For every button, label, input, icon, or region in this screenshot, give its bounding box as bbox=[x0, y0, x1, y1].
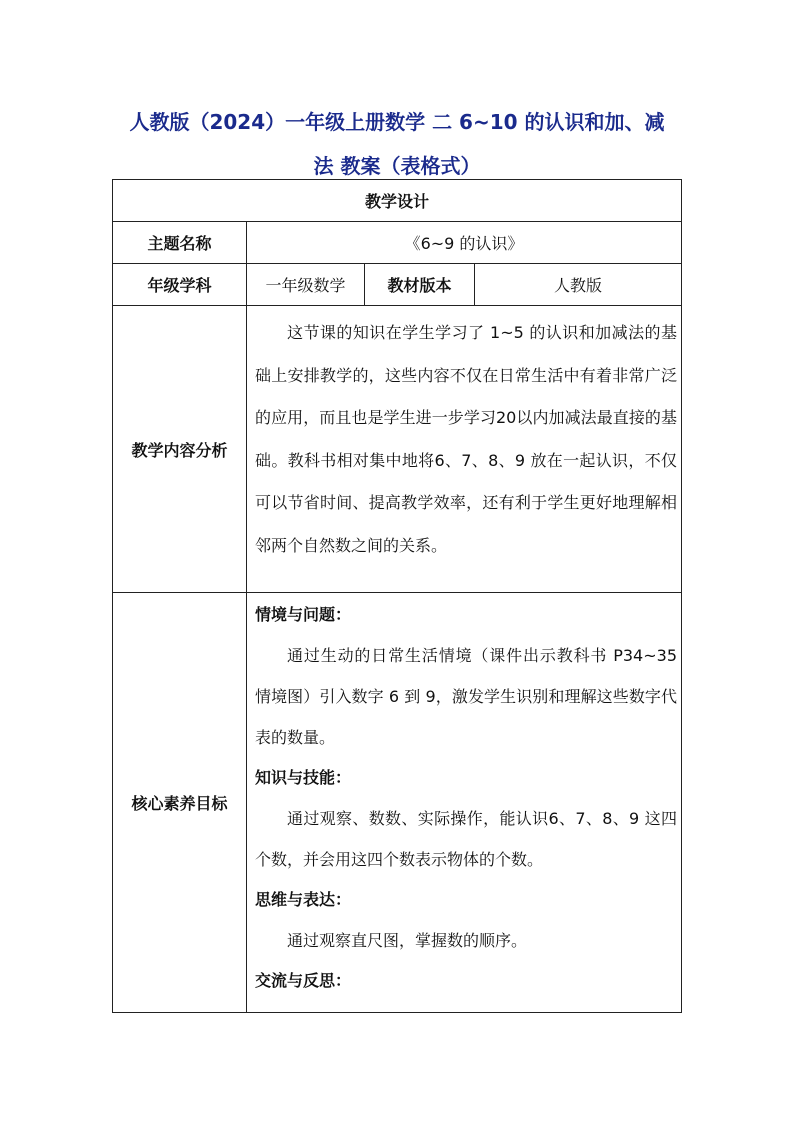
core-text-knowledge: 通过观察、数数、实际操作，能认识6、7、8、9 这四个数，并会用这四个数表示物体的个数。 bbox=[255, 809, 678, 869]
analysis-label: 教学内容分析 bbox=[113, 306, 247, 593]
table-row bbox=[113, 264, 682, 306]
topic-value: 《6~9 的认识》 bbox=[247, 222, 682, 264]
topic-label: 主题名称 bbox=[113, 222, 247, 264]
core-heading-context: 情境与问题： bbox=[255, 605, 352, 624]
grade-label: 年级学科 bbox=[113, 264, 247, 306]
analysis-cell bbox=[247, 306, 682, 593]
core-heading-knowledge: 知识与技能： bbox=[255, 768, 352, 787]
table-header: 教学设计 bbox=[113, 180, 682, 222]
analysis-text: 这节课的知识在学生学习了 1~5 的认识和加减法的基础上安排教学的，这些内容不仅在日常生活中有着非常广泛的应用，而且也是学生进一步学习20以内加减法最直接的基础。教科书相对集中地将6、7、8、9 放在一起认识，不仅可以节省时间、提高教学效率，还有利于学生更好地理解相邻两个自然数之间的关系。 bbox=[255, 323, 678, 555]
title-line-2: 法 教案（表格式） bbox=[313, 154, 481, 178]
table-row bbox=[113, 593, 682, 1013]
document-title bbox=[112, 100, 682, 188]
grade-value: 一年级数学 bbox=[247, 264, 365, 306]
core-text-context: 通过生动的日常生活情境（课件出示教科书 P34~35 情境图）引入数字 6 到 9，激发学生识别和理解这些数字代表的数量。 bbox=[255, 646, 678, 747]
core-label: 核心素养目标 bbox=[113, 593, 247, 1013]
table-row bbox=[113, 180, 682, 222]
table-row bbox=[113, 306, 682, 593]
edition-label: 教材版本 bbox=[365, 264, 475, 306]
core-heading-reflection: 交流与反思： bbox=[255, 971, 352, 990]
core-text-thinking: 通过观察直尺图，掌握数的顺序。 bbox=[287, 931, 528, 950]
lesson-plan-table bbox=[112, 179, 682, 1013]
core-objectives bbox=[247, 593, 681, 1012]
title-line-1: 人教版（2024）一年级上册数学 二 6~10 的认识和加、减 bbox=[129, 110, 665, 134]
edition-value: 人教版 bbox=[475, 264, 682, 306]
core-cell bbox=[247, 593, 682, 1013]
core-heading-thinking: 思维与表达： bbox=[255, 890, 352, 909]
table-row bbox=[113, 222, 682, 264]
